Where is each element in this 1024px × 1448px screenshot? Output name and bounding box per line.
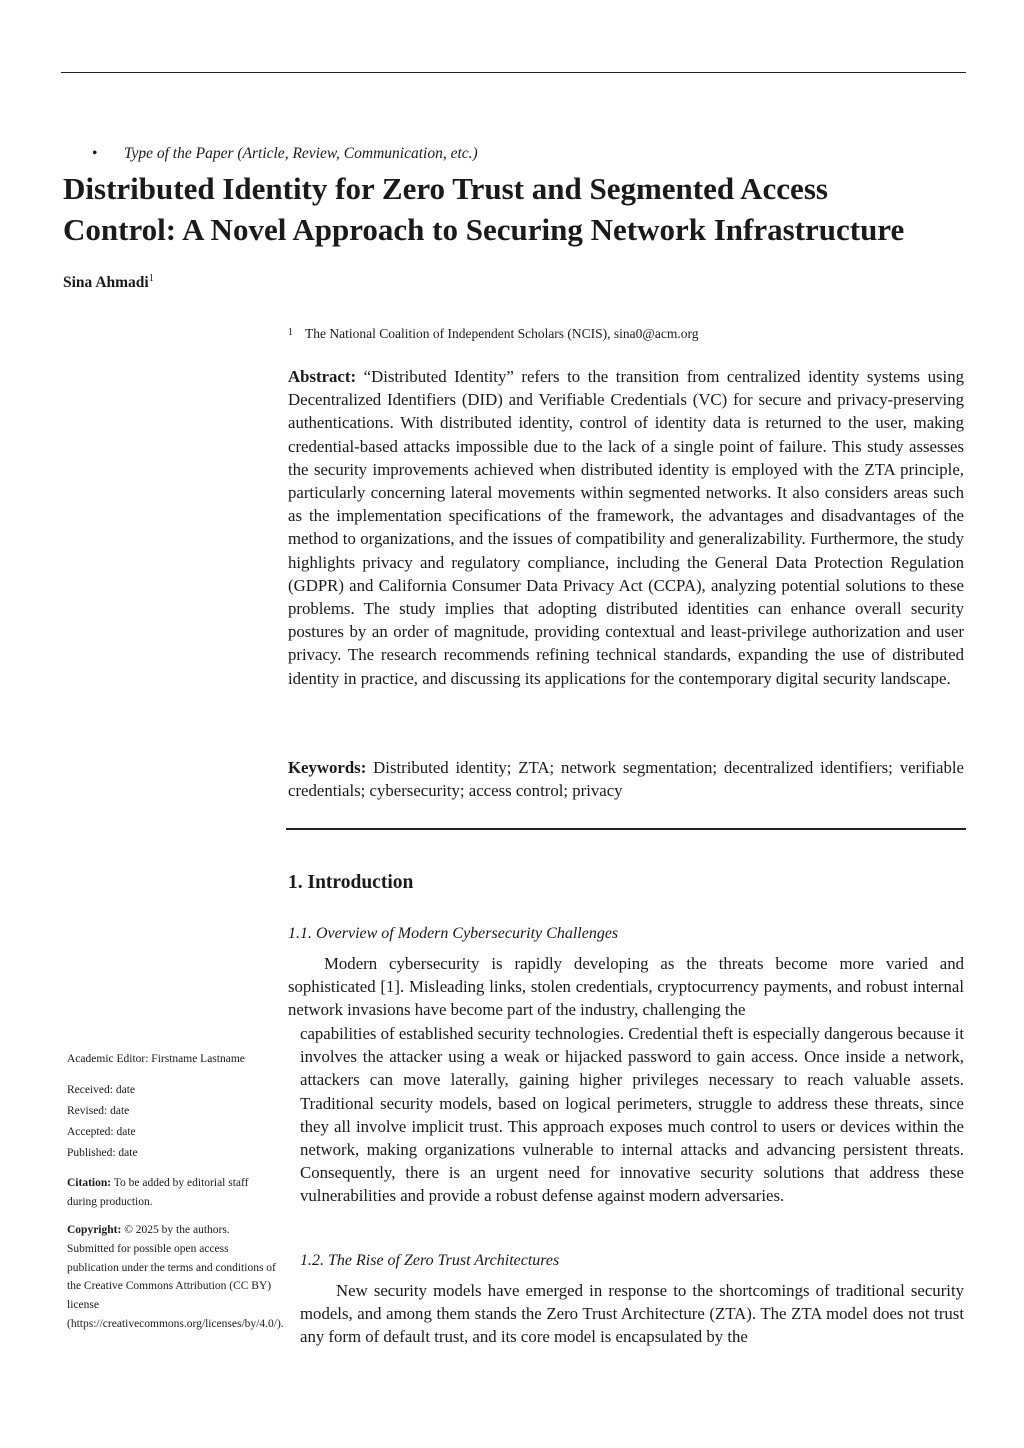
paragraph-1-2: New security models have emerged in response to the shortcomings of traditional security models, and among them stands the Zero Trust Architecture (ZTA). The ZTA model does not trust any form of default trust, and its core model is encapsulated by the — [300, 1281, 964, 1347]
subsection-heading-1-2: 1.2. The Rise of Zero Trust Architectures — [300, 1252, 560, 1269]
sidebar-copyright — [67, 1221, 284, 1334]
keywords-text: Distributed identity; ZTA; network segmentation; decentralized identifiers; verifiable credentials; cybersecurity; access control; privacy — [288, 758, 964, 801]
affiliation-number: 1 — [288, 327, 293, 338]
section-divider — [286, 828, 966, 830]
title-line-1: Distributed Identity for Zero Trust and Segmented Access — [63, 171, 828, 206]
author — [63, 273, 154, 292]
author-affiliation-mark: 1 — [148, 273, 154, 284]
sidebar-citation — [67, 1174, 277, 1212]
top-rule — [61, 72, 966, 73]
copyright-text: © 2025 by the authors. Submitted for possible open access publication under the terms and conditions of the Creative Commons Attribution (CC BY) license (https://creativecommons.org/licenses/by/4.0/). — [67, 1224, 284, 1330]
title-line-2: Control: A Novel Approach to Securing Network Infrastructure — [63, 212, 905, 247]
sidebar-dates — [67, 1080, 277, 1164]
paragraph-1-1-a: Modern cybersecurity is rapidly developing as the threats become more varied and sophisticated [1]. Misleading links, stolen credentials, cryptocurrency payments, and robust internal network invasions have become part of the industry, challenging the — [288, 954, 964, 1020]
bullet-icon: • — [92, 145, 98, 162]
affiliation — [288, 326, 698, 342]
subsection-heading-1-1: 1.1. Overview of Modern Cybersecurity Challenges — [288, 925, 619, 942]
keywords-label: Keywords: — [288, 758, 367, 777]
abstract-label: Abstract: — [288, 367, 357, 386]
keywords — [288, 756, 964, 802]
sidebar-published: Published: date — [67, 1147, 138, 1159]
copyright-label: Copyright: — [67, 1224, 122, 1236]
paper-type-text: Type of the Paper (Article, Review, Communication, etc.) — [124, 145, 478, 162]
author-name: Sina Ahmadi — [63, 274, 149, 292]
abstract — [288, 365, 964, 690]
sidebar-revised: Revised: date — [67, 1105, 130, 1117]
section-heading-introduction: 1. Introduction — [288, 872, 414, 893]
sidebar-academic-editor: Academic Editor: Firstname Lastname — [67, 1053, 245, 1065]
sidebar-received: Received: date — [67, 1084, 136, 1096]
sidebar-accepted: Accepted: date — [67, 1126, 136, 1138]
abstract-text: “Distributed Identity” refers to the transition from centralized identity systems using Decentralized Identifiers (DID) and Verifiable Credentials (VC) for secure and privacy-preserving authentications. With distributed identity, control of identity data is returned to the user, making credential-based attacks impossible due to the lack of a single point of failure. This study assesses the security improvements achieved when distributed identity is employed with the ZTA principle, particularly concerning lateral movements within segmented networks. It also considers areas such as the implementation specifications of the framework, the advantages and disadvantages of the method to organizations, and the issues of compatibility and generalizability. Furthermore, the study highlights privacy and regulatory compliance, including the General Data Protection Regulation (GDPR) and California Consumer Data Privacy Act (CCPA), analyzing potential solutions to these problems. The study implies that adopting distributed identities can enhance overall security postures by an order of magnitude, providing contextual and least-privilege authorization and user privacy. The research recommends refining technical standards, expanding the use of distributed identity in practice, and discussing its applications for the contemporary digital security landscape. — [288, 367, 965, 688]
paper-title — [63, 168, 973, 250]
paragraph-1-1-b: capabilities of established security technologies. Credential theft is especially dangerous because it involves the attacker using a weak or hijacked password to gain access. Once inside a network, attackers can move laterally, gaining higher privileges necessary to reach valuable assets. Traditional security models, based on logical perimeters, struggle to address these threats, since they all involve implicit trust. This approach exposes much control to users or devices within the network, making organizations vulnerable to internal attacks and advancing persistent threats. Consequently, there is an urgent need for innovative security solutions that address these vulnerabilities and provide a robust defense against modern adversaries. — [300, 1024, 964, 1206]
citation-text: To be added by editorial staff during production. — [67, 1177, 249, 1208]
paper-type — [92, 145, 478, 163]
citation-label: Citation: — [67, 1177, 112, 1189]
affiliation-text: The National Coalition of Independent Scholars (NCIS), sina0@acm.org — [305, 326, 699, 341]
